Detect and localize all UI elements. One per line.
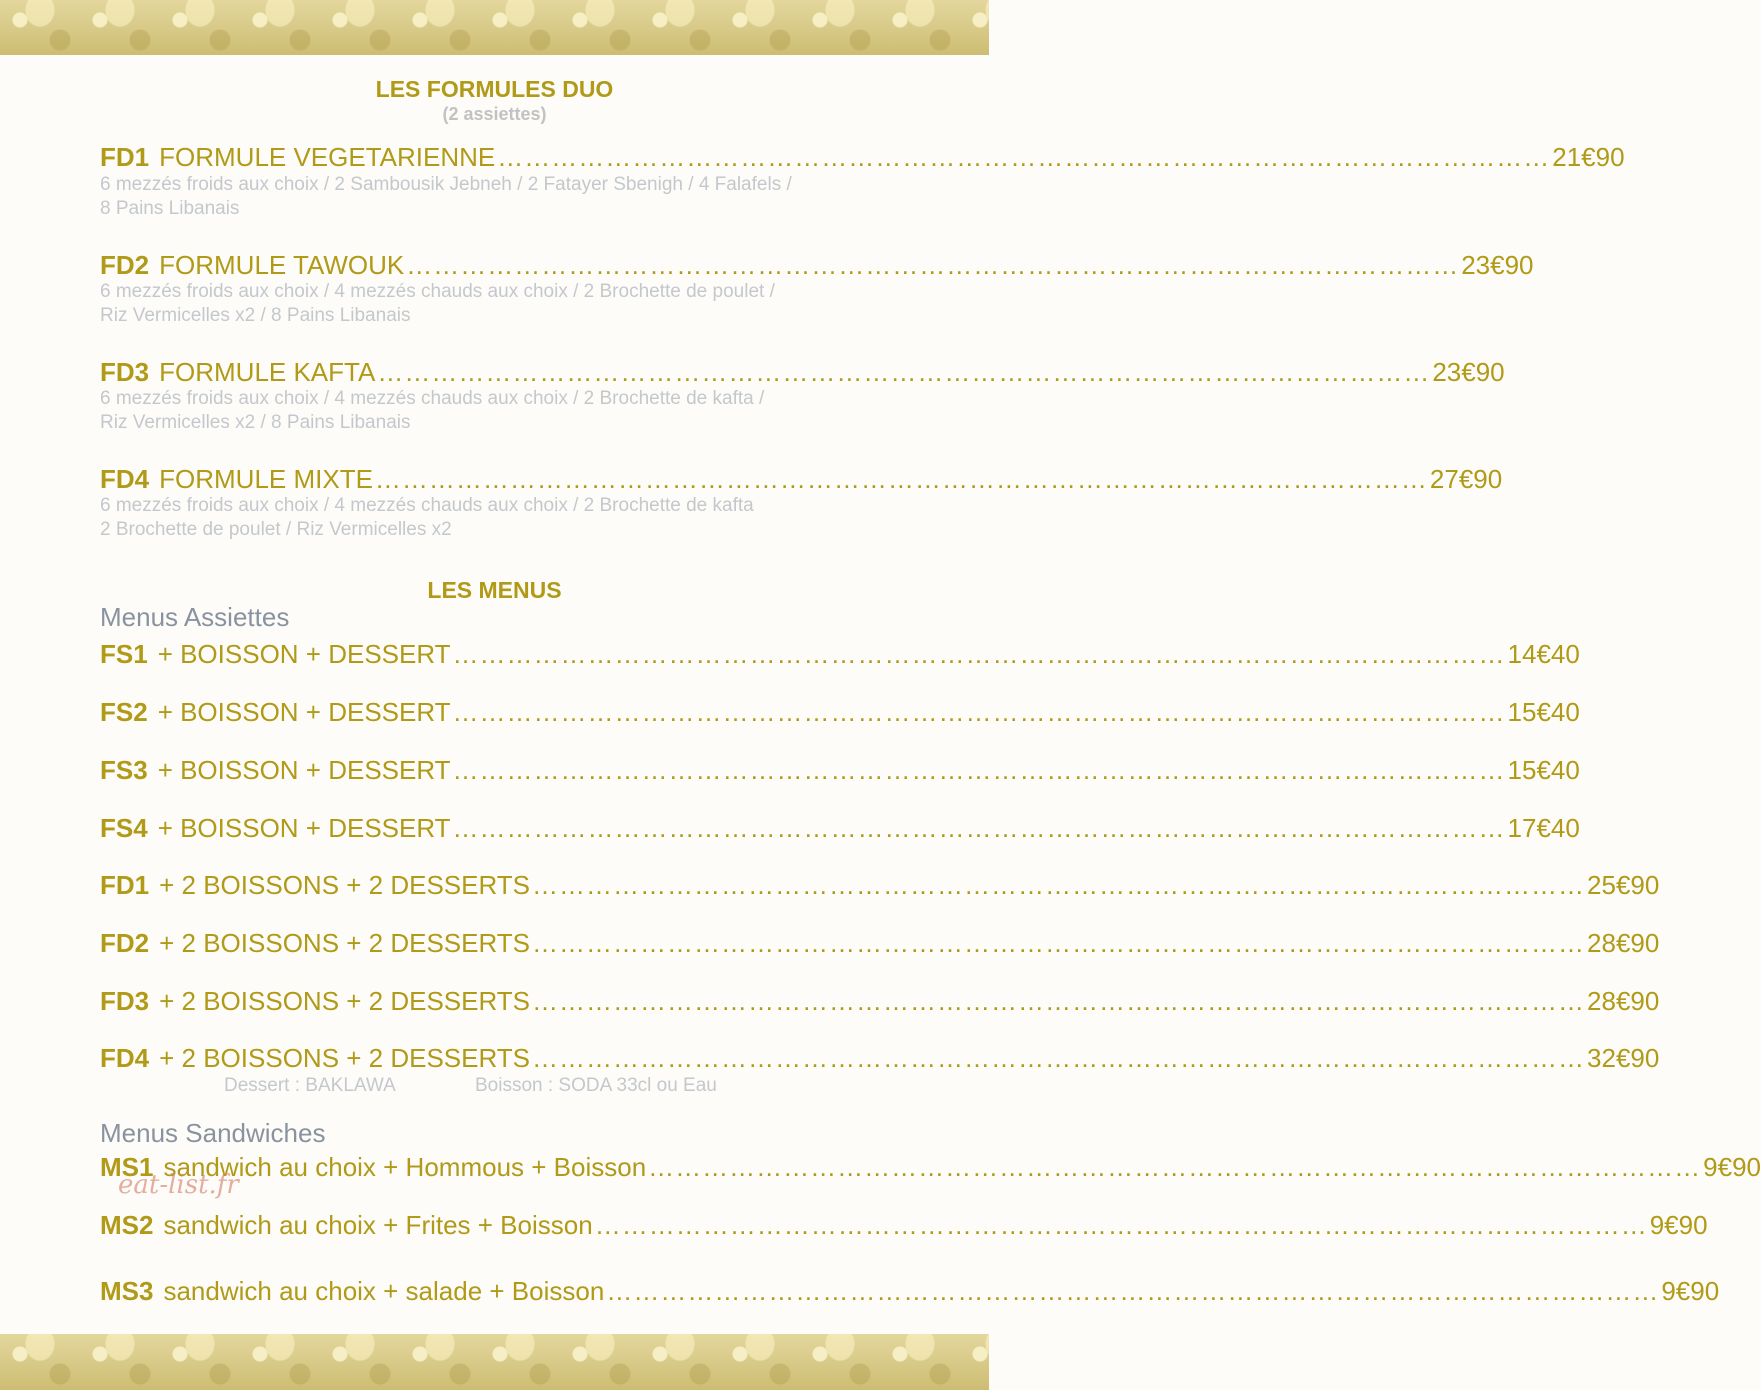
duo-item-fd2 [100, 250, 1534, 280]
item-code: FD2 [100, 928, 150, 958]
leader-dots: ……………………………………………………………………………………………………… [452, 755, 1506, 785]
item-name: sandwich au choix + salade + Boisson [163, 1276, 605, 1306]
item-name: + BOISSON + DESSERT [157, 639, 451, 669]
item-price: 15€40 [1507, 755, 1580, 785]
duo-item-fd4-desc-1: 6 mezzés froids aux choix / 4 mezzés chauds aux choix / 2 Brochette de kafta [100, 495, 754, 516]
item-name: FORMULE KAFTA [159, 357, 376, 387]
item-code: FD1 [100, 870, 150, 900]
duo-item-fd1-desc-2: 8 Pains Libanais [100, 198, 240, 219]
item-code: MS3 [100, 1276, 154, 1306]
item-name: sandwich au choix + Hommous + Boisson [163, 1152, 647, 1182]
item-code: FD3 [100, 986, 150, 1016]
leader-dots: ……………………………………………………………………………………………………… [497, 142, 1551, 172]
item-name: + 2 BOISSONS + 2 DESSERTS [159, 870, 531, 900]
duo-item-fd2-desc-2: Riz Vermicelles x2 / 8 Pains Libanais [100, 305, 411, 326]
top-ornament-band [0, 0, 989, 55]
leader-dots: ……………………………………………………………………………………………………… [648, 1152, 1702, 1182]
menu-item-ms2 [100, 1210, 1708, 1240]
item-price: 23€90 [1461, 250, 1534, 280]
duo-subtitle: (2 assiettes) [442, 104, 547, 124]
leader-dots: ……………………………………………………………………………………………………… [532, 870, 1586, 900]
item-code: FD2 [100, 250, 150, 280]
menu-item-ms3 [100, 1276, 1720, 1306]
duo-item-fd3-desc-1: 6 mezzés froids aux choix / 4 mezzés chauds aux choix / 2 Brochette de kafta / [100, 388, 765, 409]
item-code: MS1 [100, 1152, 154, 1182]
item-code: FD3 [100, 357, 150, 387]
bottom-ornament-band [0, 1334, 989, 1390]
leader-dots: ……………………………………………………………………………………………………… [452, 697, 1506, 727]
leader-dots: ……………………………………………………………………………………………………… [374, 464, 1428, 494]
leader-dots: ……………………………………………………………………………………………………… [406, 250, 1460, 280]
item-name: FORMULE MIXTE [159, 464, 373, 494]
leader-dots: ……………………………………………………………………………………………………… [377, 357, 1431, 387]
item-code: FD1 [100, 142, 150, 172]
leader-dots: ……………………………………………………………………………………………………… [594, 1210, 1648, 1240]
item-price: 23€90 [1432, 357, 1505, 387]
menu-item-fd2 [100, 928, 1660, 958]
note-dessert: Dessert : BAKLAWA [224, 1075, 396, 1096]
duo-item-fd4 [100, 464, 1503, 494]
item-name: + 2 BOISSONS + 2 DESSERTS [159, 986, 531, 1016]
menu-item-fs3 [100, 755, 1580, 785]
duo-item-fd3-desc-2: Riz Vermicelles x2 / 8 Pains Libanais [100, 412, 411, 433]
item-code: FS3 [100, 755, 148, 785]
item-name: + BOISSON + DESSERT [157, 755, 451, 785]
item-price: 27€90 [1429, 464, 1503, 494]
item-price: 9€90 [1649, 1210, 1708, 1240]
item-code: FD4 [100, 464, 150, 494]
item-code: FS4 [100, 813, 148, 843]
item-price: 14€40 [1507, 639, 1580, 669]
leader-dots: ……………………………………………………………………………………………………… [532, 1043, 1586, 1073]
item-name: + BOISSON + DESSERT [157, 813, 451, 843]
duo-item-fd2-desc-1: 6 mezzés froids aux choix / 4 mezzés chauds aux choix / 2 Brochette de poulet / [100, 281, 775, 302]
item-code: MS2 [100, 1210, 154, 1240]
item-price: 32€90 [1587, 1043, 1660, 1073]
leader-dots: ……………………………………………………………………………………………………… [532, 986, 1586, 1016]
item-price: 28€90 [1587, 928, 1660, 958]
watermark-text: eat-list.fr [118, 1170, 239, 1200]
menu-item-fd1 [100, 870, 1660, 900]
item-name: FORMULE TAWOUK [159, 250, 405, 280]
item-code: FD4 [100, 1043, 150, 1073]
item-price: 15€40 [1507, 697, 1580, 727]
leader-dots: ……………………………………………………………………………………………………… [532, 928, 1586, 958]
item-name: sandwich au choix + Frites + Boisson [163, 1210, 593, 1240]
note-boisson: Boisson : SODA 33cl ou Eau [475, 1075, 717, 1096]
item-price: 21€90 [1552, 142, 1625, 172]
item-price: 9€90 [1661, 1276, 1720, 1306]
menus-assiettes-heading: Menus Assiettes [100, 602, 290, 632]
duo-item-fd1 [100, 142, 1625, 172]
item-price: 28€90 [1587, 986, 1660, 1016]
leader-dots: ……………………………………………………………………………………………………… [452, 639, 1506, 669]
duo-title: LES FORMULES DUO [375, 76, 614, 102]
item-price: 9€90 [1703, 1152, 1761, 1182]
menus-sandwiches-heading: Menus Sandwiches [100, 1118, 326, 1148]
leader-dots: ……………………………………………………………………………………………………… [606, 1276, 1660, 1306]
menus-title: LES MENUS [427, 577, 562, 603]
item-name: FORMULE VEGETARIENNE [159, 142, 496, 172]
leader-dots: ……………………………………………………………………………………………………… [452, 813, 1506, 843]
item-name: + 2 BOISSONS + 2 DESSERTS [159, 1043, 531, 1073]
menu-item-fd3 [100, 986, 1660, 1016]
menu-item-fs1 [100, 639, 1580, 669]
item-price: 17€40 [1507, 813, 1580, 843]
menu-item-fs2 [100, 697, 1580, 727]
menu-item-fd4 [100, 1043, 1660, 1073]
item-code: FS2 [100, 697, 148, 727]
item-name: + BOISSON + DESSERT [157, 697, 451, 727]
item-price: 25€90 [1587, 870, 1660, 900]
menu-item-fs4 [100, 813, 1580, 843]
item-code: FS1 [100, 639, 148, 669]
item-name: + 2 BOISSONS + 2 DESSERTS [159, 928, 531, 958]
duo-item-fd3 [100, 357, 1505, 387]
duo-item-fd4-desc-2: 2 Brochette de poulet / Riz Vermicelles x2 [100, 519, 452, 540]
duo-item-fd1-desc-1: 6 mezzés froids aux choix / 2 Sambousik Jebneh / 2 Fatayer Sbenigh / 4 Falafels / [100, 174, 792, 195]
